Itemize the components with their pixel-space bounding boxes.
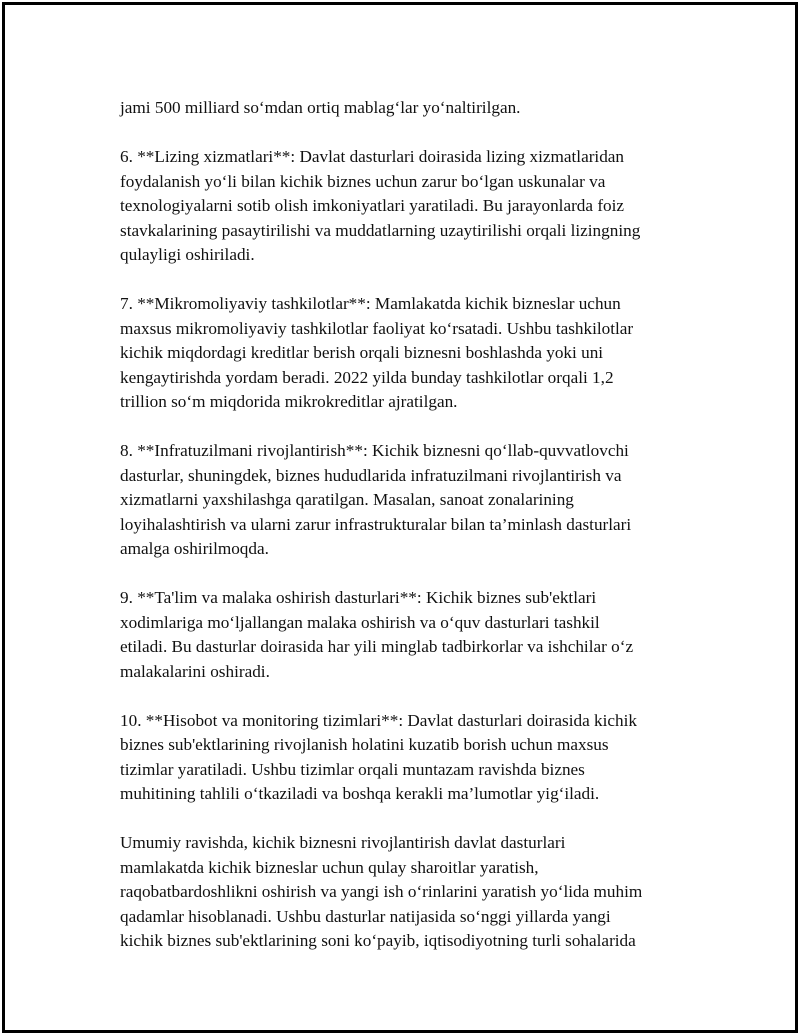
document-page — [2, 2, 798, 1033]
paragraph-item-6-leasing: 6. **Lizing xizmatlari**: Davlat dasturlari doirasida lizing xizmatlaridan foydalanish yo‘li bilan kichik biznes uchun zarur bo‘lgan uskunalar va texnologiyalarni sotib olish imkoniyatlari yaratiladi. Bu jarayonlarda foiz stavkalarining pasaytirilishi va muddatlarning uzaytirilishi orqali lizingning qulayligi oshiriladi. — [120, 147, 641, 264]
paragraph-continuation: jami 500 milliard so‘mdan ortiq mablag‘lar yo‘naltirilgan. — [120, 98, 521, 117]
document-body — [120, 96, 690, 978]
paragraph-item-7-microfinance: 7. **Mikromoliyaviy tashkilotlar**: Mamlakatda kichik bizneslar uchun maxsus mikromoliyaviy tashkilotlar faoliyat ko‘rsatadi. Ushbu tashkilotlar kichik miqdordagi kreditlar berish orqali biznesni boshlashda yoki uni kengaytirishda yordam beradi. 2022 yilda bunday tashkilotlar orqali 1,2 trillion so‘m miqdorida mikrokreditlar ajratilgan. — [120, 294, 634, 411]
paragraph-item-8-infrastructure: 8. **Infratuzilmani rivojlantirish**: Kichik biznesni qo‘llab-quvvatlovchi dasturlar, shuningdek, biznes hududlarida infratuzilmani rivojlantirish va xizmatlarni yaxshilashga qaratilgan. Masalan, sanoat zonalarining loyihalashtirish va ularni zarur infrastrukturalar bilan ta’minlash dasturlari amalga oshirilmoqda. — [120, 441, 632, 558]
paragraph-item-10-monitoring: 10. **Hisobot va monitoring tizimlari**: Davlat dasturlari doirasida kichik biznes sub'ektlarining rivojlanish holatini kuzatib borish uchun maxsus tizimlar yaratiladi. Ushbu tizimlar orqali muntazam ravishda biznes muhitining tahlili o‘tkaziladi va boshqa kerakli ma’lumotlar yig‘iladi. — [120, 710, 637, 803]
paragraph-item-9-training: 9. **Ta'lim va malaka oshirish dasturlari**: Kichik biznes sub'ektlari xodimlariga mo‘ljallangan malaka oshirish va o‘quv dasturlari tashkil etiladi. Bu dasturlar doirasida har yili minglab tadbirkorlar va ishchilar o‘z malakalarini oshiradi. — [120, 588, 634, 681]
paragraph-summary: Umumiy ravishda, kichik biznesni rivojlantirish davlat dasturlari mamlakatda kichik bizneslar uchun qulay sharoitlar yaratish, raqobatbardoshlikni oshirish va yangi ish o‘rinlarini yaratish yo‘lida muhim qadamlar hisoblanadi. Ushbu dasturlar natijasida so‘nggi yillarda yangi kichik biznes sub'ektlarining soni ko‘payib, iqtisodiyotning turli sohalarida — [120, 833, 643, 950]
